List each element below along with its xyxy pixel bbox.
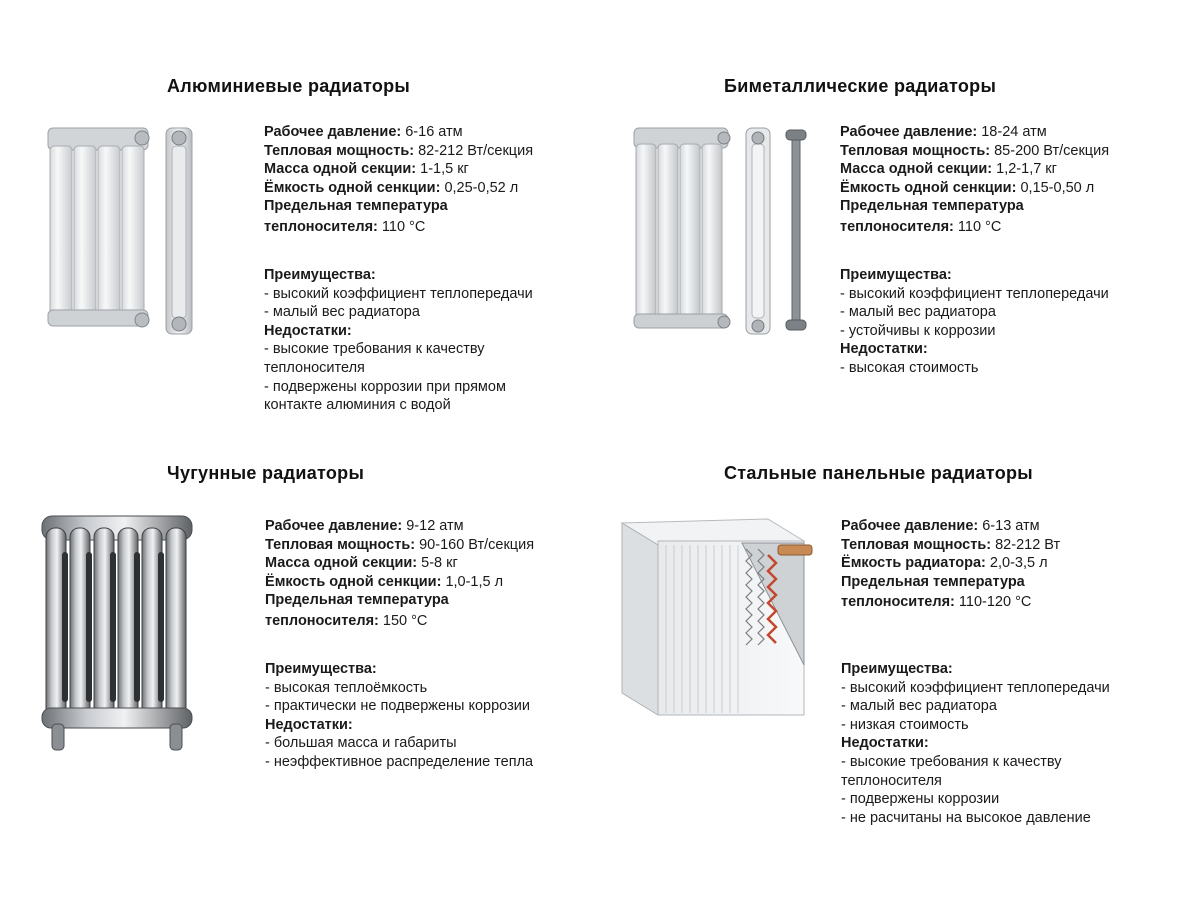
- pros-item: - малый вес радиатора: [264, 304, 420, 321]
- spec-row: Тепловая мощность: 82-212 Вт: [841, 536, 1061, 553]
- spec-row: Рабочее давление: 18-24 атм: [840, 124, 1047, 140]
- cons-item: - высокие требования к качеству: [264, 341, 485, 358]
- pros-item: - низкая стоимость: [841, 716, 969, 733]
- pros-heading: Преимущества:: [841, 661, 953, 677]
- pros-heading: Преимущества:: [265, 661, 377, 677]
- spec-row: Масса одной секции: 1-1,5 кг: [264, 161, 469, 178]
- proscons-steel-panel: [841, 660, 1110, 827]
- cons-item: - подвержены коррозии: [841, 791, 1000, 808]
- spec-row: теплоносителя: 150 °С: [265, 612, 428, 629]
- cons-item: - высокие требования к качеству: [841, 753, 1062, 770]
- pros-item: - высокая теплоёмкость: [265, 679, 428, 696]
- cons-item: - большая масса и габариты: [265, 735, 457, 752]
- cast-iron-radiator-icon: [36, 512, 201, 752]
- cons-item: теплоносителя: [264, 359, 365, 376]
- spec-row: Тепловая мощность: 90-160 Вт/секция: [265, 536, 535, 553]
- spec-row: Тепловая мощность: 82-212 Вт/секция: [264, 142, 534, 159]
- spec-row: Масса одной секции: 1,2-1,7 кг: [840, 161, 1057, 178]
- spec-row: Предельная температура: [840, 198, 1024, 215]
- spec-row: теплоносителя: 110 °С: [264, 218, 426, 235]
- cons-heading: Недостатки:: [264, 322, 352, 339]
- spec-row: Рабочее давление: 6-13 атм: [841, 518, 1040, 534]
- pros-item: - малый вес радиатора: [841, 698, 997, 715]
- spec-row: Рабочее давление: 6-16 атм: [264, 124, 463, 140]
- cons-heading: Недостатки:: [840, 341, 928, 358]
- proscons-aluminum: [264, 266, 533, 415]
- cons-heading: Недостатки:: [841, 735, 929, 752]
- bimetal-radiator-icon: [628, 122, 818, 342]
- cons-item: - подвержены коррозии при прямом: [264, 378, 506, 395]
- aluminum-radiator-icon: [38, 120, 208, 340]
- steel-panel-radiator-icon: [618, 515, 818, 720]
- pros-item: - высокий коэффициент теплопередачи: [264, 285, 533, 302]
- specs-aluminum: [264, 123, 533, 237]
- pros-heading: Преимущества:: [840, 267, 952, 283]
- spec-row: Предельная температура: [264, 198, 448, 215]
- spec-row: Предельная температура: [841, 573, 1025, 590]
- spec-row: Ёмкость одной сенкции: 1,0-1,5 л: [265, 573, 504, 590]
- pros-item: - малый вес радиатора: [840, 304, 996, 321]
- title-cast-iron: Чугунные радиаторы: [167, 463, 365, 483]
- cons-item: - неэффективное распределение тепла: [265, 753, 534, 770]
- cons-item: - не расчитаны на высокое давление: [841, 809, 1091, 826]
- pros-item: - высокий коэффициент теплопередачи: [841, 679, 1110, 696]
- spec-row: теплоносителя: 110 °С: [840, 218, 1002, 235]
- spec-row: Предельная температура: [265, 592, 449, 609]
- specs-bimetal: [840, 123, 1109, 237]
- cons-item: теплоносителя: [841, 772, 942, 789]
- title-aluminum: Алюминиевые радиаторы: [167, 76, 411, 96]
- proscons-bimetal: [840, 266, 1109, 378]
- cons-item: - высокая стоимость: [840, 359, 979, 376]
- title-steel-panel: Стальные панельные радиаторы: [724, 463, 1033, 483]
- proscons-cast-iron: [265, 660, 533, 772]
- spec-row: Ёмкость одной сенкции: 0,25-0,52 л: [264, 179, 519, 196]
- cons-heading: Недостатки:: [265, 716, 353, 733]
- spec-row: Тепловая мощность: 85-200 Вт/секция: [840, 142, 1110, 159]
- spec-row: Масса одной секции: 5-8 кг: [265, 555, 458, 572]
- pros-item: - высокий коэффициент теплопередачи: [840, 285, 1109, 302]
- pros-heading: Преимущества:: [264, 267, 376, 283]
- spec-row: Ёмкость одной сенкции: 0,15-0,50 л: [840, 179, 1095, 196]
- specs-cast-iron: [265, 517, 534, 631]
- cons-item: контакте алюминия с водой: [264, 397, 451, 414]
- pros-item: - практически не подвержены коррозии: [265, 698, 530, 715]
- title-bimetal: Биметаллические радиаторы: [724, 76, 997, 96]
- spec-row: Рабочее давление: 9-12 атм: [265, 518, 464, 534]
- pros-item: - устойчивы к коррозии: [840, 322, 996, 339]
- specs-steel-panel: [841, 517, 1060, 612]
- spec-row: Ёмкость радиатора: 2,0-3,5 л: [841, 555, 1048, 572]
- spec-row: теплоносителя: 110-120 °С: [841, 594, 1032, 611]
